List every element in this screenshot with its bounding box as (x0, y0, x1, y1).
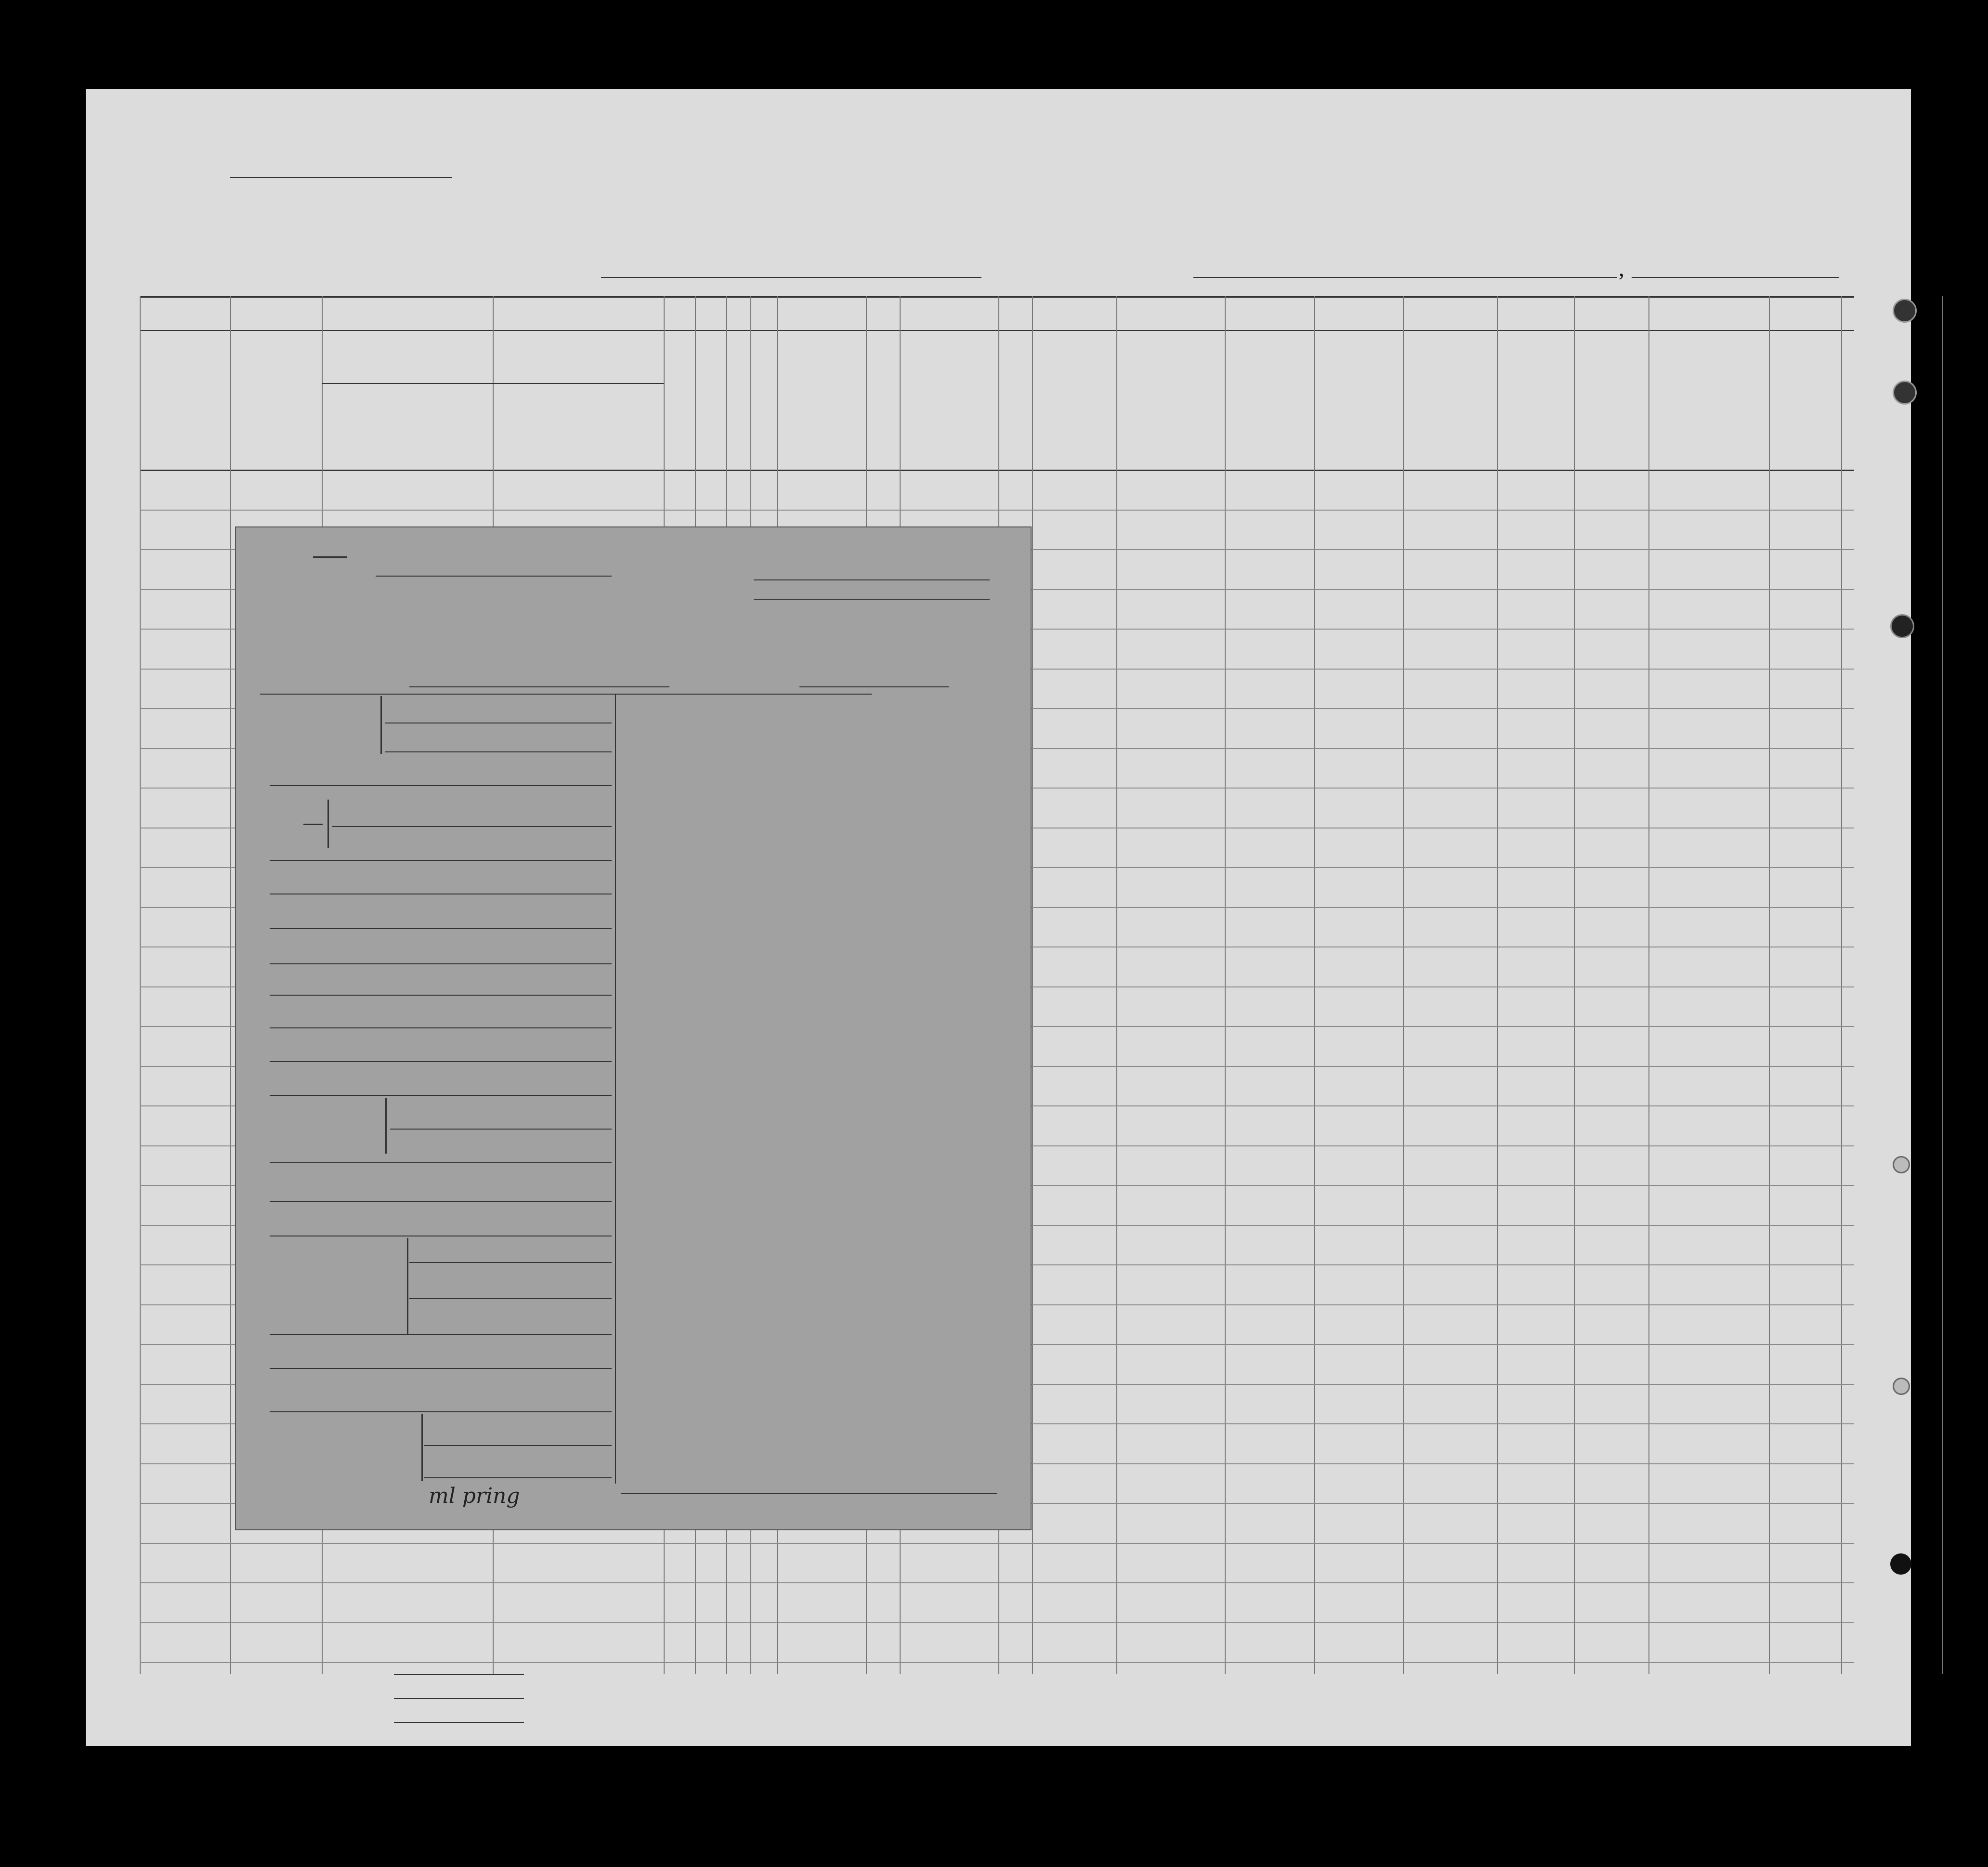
colnum-rule (140, 330, 1854, 331)
column-line (1116, 296, 1117, 1674)
list-line (230, 177, 452, 178)
field-3-line (270, 785, 612, 786)
total-line (394, 1674, 524, 1675)
residence-street-line (409, 1262, 612, 1263)
name-bracket (327, 800, 329, 848)
column-line (1225, 296, 1226, 1674)
signature-line (621, 1493, 997, 1494)
carrier-mark (313, 556, 347, 558)
column-line (1032, 296, 1033, 1674)
family-line (332, 826, 612, 827)
column-line (1497, 296, 1498, 1674)
column-line (1403, 296, 1404, 1674)
residence-country-line (409, 1298, 612, 1299)
departure-line (409, 686, 669, 687)
final-bracket (421, 1414, 423, 1481)
visa-line (270, 1201, 612, 1202)
sailing-line-2 (1632, 277, 1839, 278)
row-line (140, 1582, 1854, 1583)
weight-line (270, 1368, 612, 1369)
married-line (270, 963, 612, 964)
name-sub-rule (322, 383, 664, 384)
punch-hole-shadow (1890, 621, 1911, 643)
carrier-line (376, 576, 612, 577)
nationality-line (270, 1061, 612, 1062)
residence-bracket (407, 1238, 408, 1334)
column-line (140, 296, 141, 1674)
column-line (1769, 296, 1770, 1674)
inspector-initials: ml pring (429, 1484, 520, 1508)
column-line (1942, 296, 1943, 1674)
punch-hole-bottom (1890, 1553, 1911, 1575)
birth-city-line (270, 1162, 612, 1163)
column-line (1841, 296, 1842, 1674)
citizens-line (394, 1698, 524, 1699)
birth-bracket (385, 1098, 387, 1154)
column-line (1648, 296, 1649, 1674)
date-departure-line (799, 686, 949, 687)
sex-line (270, 928, 612, 929)
binder-ring-2 (1893, 381, 1917, 405)
table-top-rule (140, 296, 1854, 298)
binder-ring-1 (1893, 299, 1917, 323)
aliens-line (394, 1722, 524, 1723)
calling-line (270, 995, 612, 996)
row-line (140, 510, 1854, 511)
field-2-line (385, 751, 612, 752)
row-line (140, 1543, 1854, 1544)
row-line (140, 1622, 1854, 1623)
govt-bracket (380, 696, 382, 754)
given-line (270, 860, 612, 861)
row-line (140, 1662, 1854, 1663)
column-line (1574, 296, 1575, 1674)
sailing-line-1 (1193, 277, 1617, 278)
field-4-marker (303, 824, 323, 825)
column-divider (615, 694, 616, 1484)
race-line (270, 1095, 612, 1096)
header-bottom-rule (140, 470, 1854, 471)
final-country-line (424, 1477, 612, 1478)
plane-line-1 (754, 579, 990, 580)
relative-line (270, 1411, 612, 1412)
residence-city-line (270, 1334, 612, 1335)
column-line (1314, 296, 1315, 1674)
passenger-record-card-1 (236, 527, 1031, 1529)
final-city-line (424, 1445, 612, 1446)
binder-ring-4 (1893, 1378, 1910, 1395)
section-rule (260, 694, 872, 695)
plane-line-2 (754, 599, 990, 600)
binder-ring-3 (1893, 1156, 1910, 1173)
comma: , (1619, 256, 1624, 281)
birth-country-line (390, 1129, 612, 1130)
read-line (270, 1027, 612, 1028)
column-line (230, 296, 231, 1674)
ss-line (601, 277, 981, 278)
